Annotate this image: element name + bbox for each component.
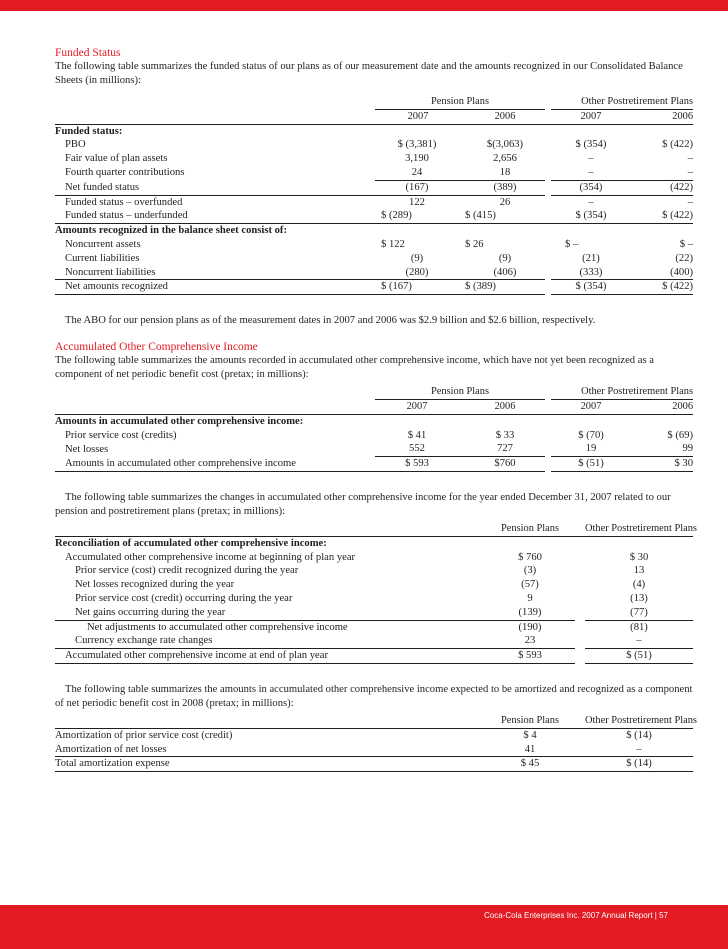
cell-value: $ (422) xyxy=(662,139,694,151)
table-row xyxy=(55,743,693,757)
top-red-bar xyxy=(0,0,728,11)
table-row xyxy=(55,252,693,266)
cell-value: $ (415) xyxy=(465,209,545,223)
cell-value: (333) xyxy=(551,266,631,280)
table-row xyxy=(55,138,693,152)
funded-section-label: Funded status: xyxy=(55,124,375,138)
row-label: Total amortization expense xyxy=(55,757,485,772)
changes-header-row xyxy=(55,522,693,536)
cell-value: 18 xyxy=(465,166,545,180)
cell-value: $ 122 xyxy=(381,238,405,250)
cell-value: 26 xyxy=(499,196,511,208)
cell-value: $ 26 xyxy=(465,238,484,250)
cell-value: (21) xyxy=(582,252,600,264)
cell-value: $ (14) xyxy=(626,729,652,741)
cell-value: (77) xyxy=(585,606,693,620)
cell-value: $(3,063) xyxy=(486,139,524,151)
abo-note: The ABO for our pension plans as of the measurement dates in 2007 and 2006 was $2.9 billion and $2.6 billion, respectively. xyxy=(65,315,596,327)
amort-col-pension: Pension Plans xyxy=(485,714,575,728)
table-row xyxy=(55,166,693,180)
cell-value: $ 30 xyxy=(629,551,649,563)
aoci-section-row xyxy=(55,414,693,428)
cell-value: $ (167) xyxy=(375,280,459,295)
changes-intro: The following table summarizes the changes in accumulated other comprehensive income for the year ended December 31, 2007 related to our pension and postretirement plans (pretax; in millions): xyxy=(55,491,671,517)
aoci-group-other: Other Postretirement Plans xyxy=(581,386,694,398)
cell-value: (22) xyxy=(675,252,694,264)
cell-value: $ (354) xyxy=(551,209,631,223)
row-label: Net losses recognized during the year xyxy=(75,579,235,591)
changes-table xyxy=(55,522,697,664)
table-row xyxy=(55,649,693,664)
cell-value: (190) xyxy=(518,621,542,633)
funded-group-header-row xyxy=(55,95,693,109)
cell-value: $ – xyxy=(679,238,694,250)
funded-status-heading: Funded Status xyxy=(55,47,121,59)
funded-year-2: 2006 xyxy=(465,109,545,124)
cell-value: 552 xyxy=(375,442,459,456)
cell-value: 9 xyxy=(527,592,533,604)
cell-value: $ (69) xyxy=(667,429,694,441)
cell-value: (9) xyxy=(410,252,424,264)
table-row xyxy=(55,180,693,195)
row-label: Net losses xyxy=(65,443,109,455)
row-label: Currency exchange rate changes xyxy=(55,634,485,648)
cell-value: – xyxy=(637,166,693,180)
cell-value: 23 xyxy=(485,634,575,648)
row-label: Amounts in accumulated other comprehensive income xyxy=(55,457,375,472)
cell-value: – xyxy=(588,153,594,165)
changes-col-other: Other Postretirement Plans xyxy=(585,522,697,534)
funded-status-table xyxy=(55,95,693,295)
cell-value: $ (289) xyxy=(375,209,459,223)
funded-section2-row xyxy=(55,224,693,238)
amort-header-row xyxy=(55,714,693,728)
cell-value: (139) xyxy=(485,606,575,620)
cell-value: $ 33 xyxy=(495,429,515,441)
cell-value: (354) xyxy=(551,180,631,195)
cell-value: $ (14) xyxy=(585,757,693,772)
row-label: Amortization of net losses xyxy=(55,743,485,757)
cell-value: – xyxy=(588,196,594,208)
cell-value: $ – xyxy=(565,238,579,250)
funded-group-pension: Pension Plans xyxy=(430,96,490,107)
aoci-year-2: 2006 xyxy=(465,399,545,414)
cell-value: – xyxy=(585,634,693,648)
row-label: Funded status – underfunded xyxy=(65,210,188,222)
cell-value: 13 xyxy=(633,565,645,577)
cell-value: – xyxy=(687,153,694,165)
funded-status-intro: The following table summarizes the funded status of our plans as of our measurement date and the amounts recognized in our Consolidated Balance Sheets (in millions): xyxy=(55,61,683,86)
cell-value: – xyxy=(687,196,694,208)
table-row xyxy=(55,634,693,648)
cell-value: (400) xyxy=(637,266,693,280)
cell-value: 3,190 xyxy=(405,153,429,165)
cell-value: $ 593 xyxy=(485,649,575,664)
funded-year-3: 2007 xyxy=(551,109,631,124)
cell-value: $ (51) xyxy=(551,457,631,472)
table-row xyxy=(55,592,693,606)
table-row xyxy=(55,429,693,443)
row-label: Prior service (cost) credit recognized during the year xyxy=(75,565,299,577)
funded-year-header-row xyxy=(55,109,693,124)
cell-value: $ 593 xyxy=(375,457,459,472)
amort-intro: The following table summarizes the amounts in accumulated other comprehensive income expected to be amortized and recognized as a component of net periodic benefit cost in 2008 (pretax; in millions): xyxy=(55,683,693,709)
cell-value: – xyxy=(551,166,631,180)
row-label: Net amounts recognized xyxy=(55,280,375,295)
row-label: Net adjustments to accumulated other comprehensive income xyxy=(55,620,485,634)
aoci-group-header-row xyxy=(55,385,693,399)
cell-value: 122 xyxy=(409,196,425,208)
aoci-table xyxy=(55,385,693,472)
cell-value: (280) xyxy=(375,266,459,280)
cell-value: $ (354) xyxy=(575,139,607,151)
aoci-year-4: 2006 xyxy=(637,399,693,414)
amort-table xyxy=(55,714,697,772)
cell-value: (3) xyxy=(523,565,537,577)
table-row xyxy=(55,564,693,578)
table-row xyxy=(55,152,693,166)
funded-section2-label: Amounts recognized in the balance sheet consist of: xyxy=(55,224,693,238)
funded-group-other: Other Postretirement Plans xyxy=(581,96,694,107)
cell-value: $ 45 xyxy=(485,757,575,772)
cell-value: $ 4 xyxy=(523,729,537,741)
changes-col-pension: Pension Plans xyxy=(500,522,560,534)
table-row xyxy=(55,620,693,634)
aoci-year-header-row xyxy=(55,399,693,414)
table-row xyxy=(55,442,693,456)
cell-value: (389) xyxy=(465,180,545,195)
aoci-year-1: 2007 xyxy=(375,399,459,414)
cell-value: (13) xyxy=(630,592,648,604)
cell-value: 24 xyxy=(375,166,459,180)
table-row xyxy=(55,209,693,223)
cell-value: (9) xyxy=(498,252,512,264)
cell-value: $ (422) xyxy=(637,209,693,223)
funded-section-row xyxy=(55,124,693,138)
row-label: Funded status – overfunded xyxy=(65,196,183,208)
cell-value: $ (51) xyxy=(585,649,693,664)
aoci-intro: The following table summarizes the amounts recorded in accumulated other comprehensive income, which have not yet been recognized as a component of net periodic benefit cost (pretax; in millions): xyxy=(55,355,654,381)
cell-value: (57) xyxy=(521,579,539,591)
changes-section-row xyxy=(55,536,693,550)
cell-value: $ (354) xyxy=(551,280,631,295)
table-row xyxy=(55,266,693,280)
table-row xyxy=(55,728,693,742)
row-label: Fair value of plan assets xyxy=(65,153,168,165)
funded-year-1: 2007 xyxy=(375,109,459,124)
cell-value: $ 30 xyxy=(637,457,693,472)
table-row xyxy=(55,606,693,620)
amort-col-other: Other Postretirement Plans xyxy=(585,714,693,728)
table-row xyxy=(55,578,693,592)
cell-value: 99 xyxy=(637,442,693,456)
page-content xyxy=(55,46,697,772)
cell-value: (406) xyxy=(465,266,545,280)
row-label: Accumulated other comprehensive income at beginning of plan year xyxy=(65,551,356,563)
cell-value: $760 xyxy=(465,457,545,472)
cell-value: $ (422) xyxy=(637,280,693,295)
table-row xyxy=(55,195,693,209)
cell-value: (422) xyxy=(637,180,693,195)
table-row xyxy=(55,238,693,252)
cell-value: (81) xyxy=(630,621,648,633)
cell-value: 19 xyxy=(551,442,631,456)
cell-value: $ 760 xyxy=(518,551,542,563)
cell-value: – xyxy=(585,743,693,757)
row-label: Noncurrent assets xyxy=(65,238,141,250)
cell-value: $ (70) xyxy=(578,429,604,441)
row-label: Current liabilities xyxy=(65,252,140,264)
cell-value: 2,656 xyxy=(493,153,517,165)
cell-value: $ (389) xyxy=(465,280,545,295)
row-label: Noncurrent liabilities xyxy=(55,266,375,280)
aoci-group-pension: Pension Plans xyxy=(430,386,490,398)
cell-value: (4) xyxy=(632,579,646,591)
row-label: Prior service cost (credits) xyxy=(65,429,177,441)
changes-section-label: Reconciliation of accumulated other comprehensive income: xyxy=(55,536,485,550)
table-row xyxy=(55,457,693,472)
page-footer: Coca-Cola Enterprises Inc. 2007 Annual Report | 57 xyxy=(484,911,668,920)
cell-value: $ 41 xyxy=(407,429,427,441)
aoci-section-label: Amounts in accumulated other comprehensive income: xyxy=(55,414,375,428)
row-label: Net gains occurring during the year xyxy=(75,606,226,618)
table-row xyxy=(55,757,693,772)
row-label: Prior service cost (credit) occurring during the year xyxy=(75,592,293,604)
row-label: Amortization of prior service cost (credit) xyxy=(55,729,233,741)
row-label: PBO xyxy=(65,139,86,151)
row-label: Fourth quarter contributions xyxy=(65,167,185,179)
cell-value: 41 xyxy=(485,743,575,757)
cell-value: (167) xyxy=(375,180,459,195)
cell-value: $ (3,381) xyxy=(397,139,437,151)
aoci-heading: Accumulated Other Comprehensive Income xyxy=(55,341,258,354)
aoci-year-3: 2007 xyxy=(551,399,631,414)
row-label: Net funded status xyxy=(55,180,375,195)
table-row xyxy=(55,280,693,295)
table-row xyxy=(55,551,693,565)
funded-year-4: 2006 xyxy=(637,109,693,124)
row-label: Accumulated other comprehensive income at end of plan year xyxy=(55,649,485,664)
cell-value: 727 xyxy=(465,442,545,456)
